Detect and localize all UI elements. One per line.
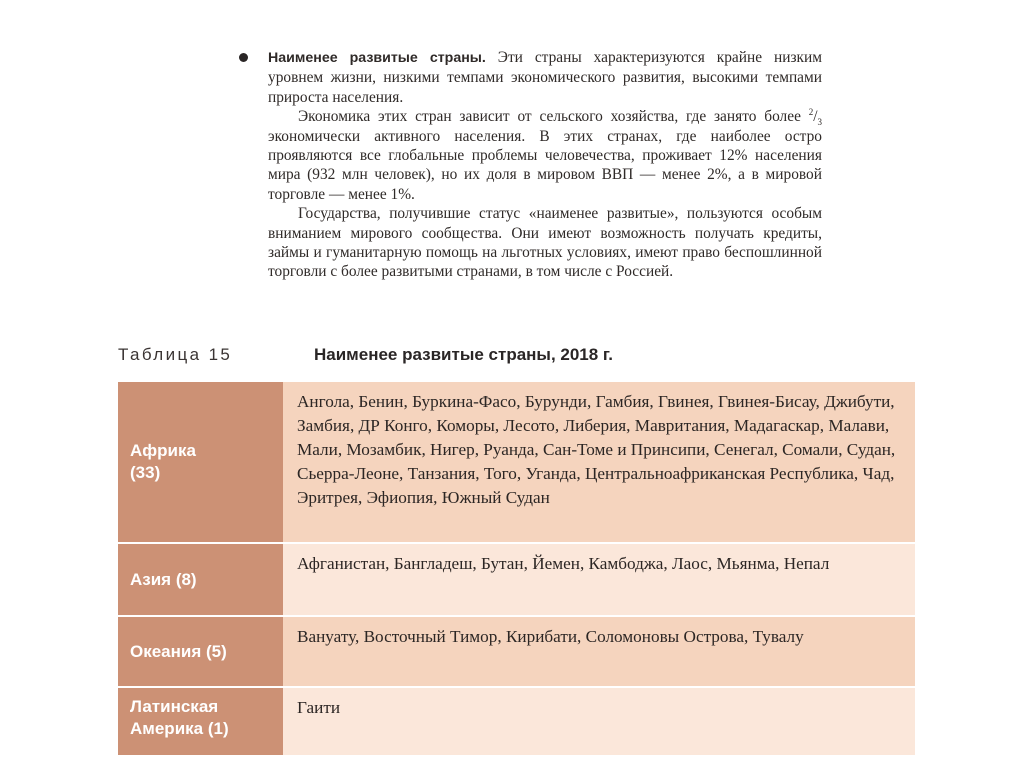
countries-cell-latin-america: Гаити [283, 687, 915, 756]
fraction-numerator: 2 [808, 107, 814, 118]
countries-cell-asia: Афганистан, Бангладеш, Бутан, Йемен, Камбоджа, Лаос, Мьянма, Непал [283, 543, 915, 616]
paragraph-least-developed-intro [236, 48, 822, 107]
paragraph-economy-part1: Экономика этих стран зависит от сельского хозяйства, где занято более [298, 108, 809, 126]
table-row-oceania [118, 616, 915, 687]
region-cell-latin-america [118, 687, 283, 756]
table-row-latin-america [118, 687, 915, 756]
table-number-label: Таблица 15 [118, 345, 233, 364]
least-developed-countries-table [118, 382, 915, 757]
region-label-line1: Океания (5) [130, 641, 227, 661]
paragraph-economy-part2: экономически активного населения. В этих странах, где наиболее остро проявляются все глобальные проблемы человечества, проживает 12% населения мира (932 млн человек), но их доля в мировом ВВП — менее 2%, а в мировой торговле — менее 1%. [268, 127, 822, 203]
region-cell-asia [118, 543, 283, 616]
region-cell-africa [118, 382, 283, 543]
text-block [236, 48, 822, 282]
bullet-icon [239, 53, 248, 62]
countries-cell-africa: Ангола, Бенин, Буркина-Фасо, Бурунди, Гамбия, Гвинея, Гвинея-Бисау, Джибути, Замбия, ДР Конго, Коморы, Лесото, Либерия, Мавритания, Мадагаскар, Малави, Мали, Мозамбик, Нигер, Руанда, Сан-Томе и Принсипи, Сенегал, Сомали, Судан, Сьерра-Леоне, Танзания, Того, Уганда, Центральноафриканская Республика, Чад, Эритрея, Эфиопия, Южный Судан [283, 382, 915, 543]
fraction-two-thirds: $^2/_3$ [808, 107, 822, 128]
table-heading [118, 343, 918, 373]
paragraph-economy [236, 107, 822, 204]
region-label-line1: Африка [130, 441, 196, 460]
countries-cell-oceania: Вануату, Восточный Тимор, Кирибати, Соломоновы Острова, Тувалу [283, 616, 915, 687]
region-label-line1: Азия (8) [130, 569, 197, 589]
paragraph-status: Государства, получившие статус «наименее развитые», пользуются особым вниманием мирового сообщества. Они имеют возможность получать кредиты, займы и гуманитарную помощь на льготных условиях, имеют право беспошлинной торговли с более развитыми странами, в том числе с Россией. [268, 205, 822, 281]
region-cell-oceania [118, 616, 283, 687]
paragraph-intro-text: Эти страны характеризуются крайне низким уровнем жизни, низкими темпами экономического развития, высокими темпами прироста населения. [268, 49, 822, 106]
table-row-africa [118, 382, 915, 543]
fraction-denominator: 3 [817, 117, 822, 128]
region-label-line2: (33) [130, 463, 161, 482]
table-title: Наименее развитые страны, 2018 г. [314, 345, 614, 364]
region-label-line2: Америка (1) [130, 719, 229, 738]
paragraph-lead-term: Наименее развитые страны. [268, 50, 486, 66]
region-label-line1: Латинская [130, 697, 219, 716]
table-row-asia [118, 543, 915, 616]
